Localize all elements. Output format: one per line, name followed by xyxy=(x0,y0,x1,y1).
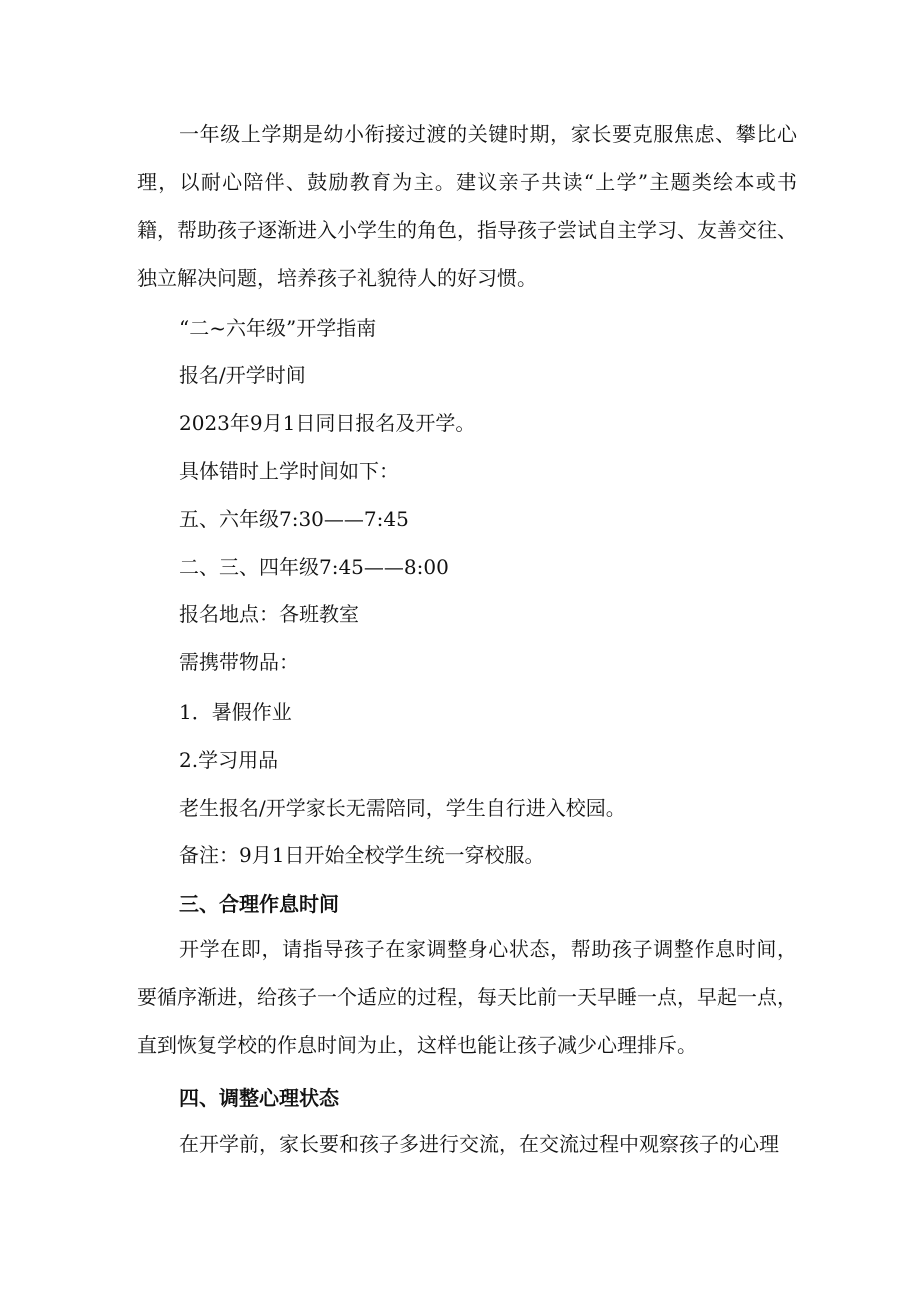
section-four-heading: 四、调整心理状态 xyxy=(179,1086,339,1110)
intro-paragraph: 一年级上学期是幼小衔接过渡的关键时期，家长要克服焦虑、攀比心理，以耐心陪伴、鼓励教育为主。建议亲子共读“上学”主题类绘本或书籍，帮助孩子逐渐进入小学生的角色，指导孩子尝试自主学习、友善交往、独立解决问题，培养孩子礼貌待人的好习惯。 xyxy=(137,122,797,290)
section-three-heading: 三、合理作息时间 xyxy=(179,892,339,916)
date-line: 2023年9月1日同日报名及开学。 xyxy=(179,411,476,435)
remark-line: 备注：9月1日开始全校学生统一穿校服。 xyxy=(179,843,545,867)
item-line: 1．暑假作业 xyxy=(179,700,292,724)
guide-title: “二~六年级”开学指南 xyxy=(179,316,377,340)
schedule-item: 二、三、四年级7:45——8:00 xyxy=(179,555,449,579)
registration-label: 报名/开学时间 xyxy=(179,363,306,387)
item-line: 2.学习用品 xyxy=(179,748,279,772)
schedule-intro: 具体错时上学时间如下： xyxy=(179,459,399,483)
parent-note: 老生报名/开学家长无需陪同，学生自行进入校园。 xyxy=(179,796,626,820)
location-line: 报名地点：各班教室 xyxy=(179,602,359,626)
section-three-paragraph: 开学在即，请指导孩子在家调整身心状态，帮助孩子调整作息时间，要循序渐进，给孩子一个适应的过程，每天比前一天早睡一点，早起一点，直到恢复学校的作息时间为止，这样也能让孩子减少心理排斥。 xyxy=(137,937,797,1057)
section-four-paragraph: 在开学前，家长要和孩子多进行交流，在交流过程中观察孩子的心理 xyxy=(179,1132,779,1156)
schedule-item: 五、六年级7:30——7:45 xyxy=(179,507,409,531)
items-label: 需携带物品： xyxy=(179,650,299,674)
